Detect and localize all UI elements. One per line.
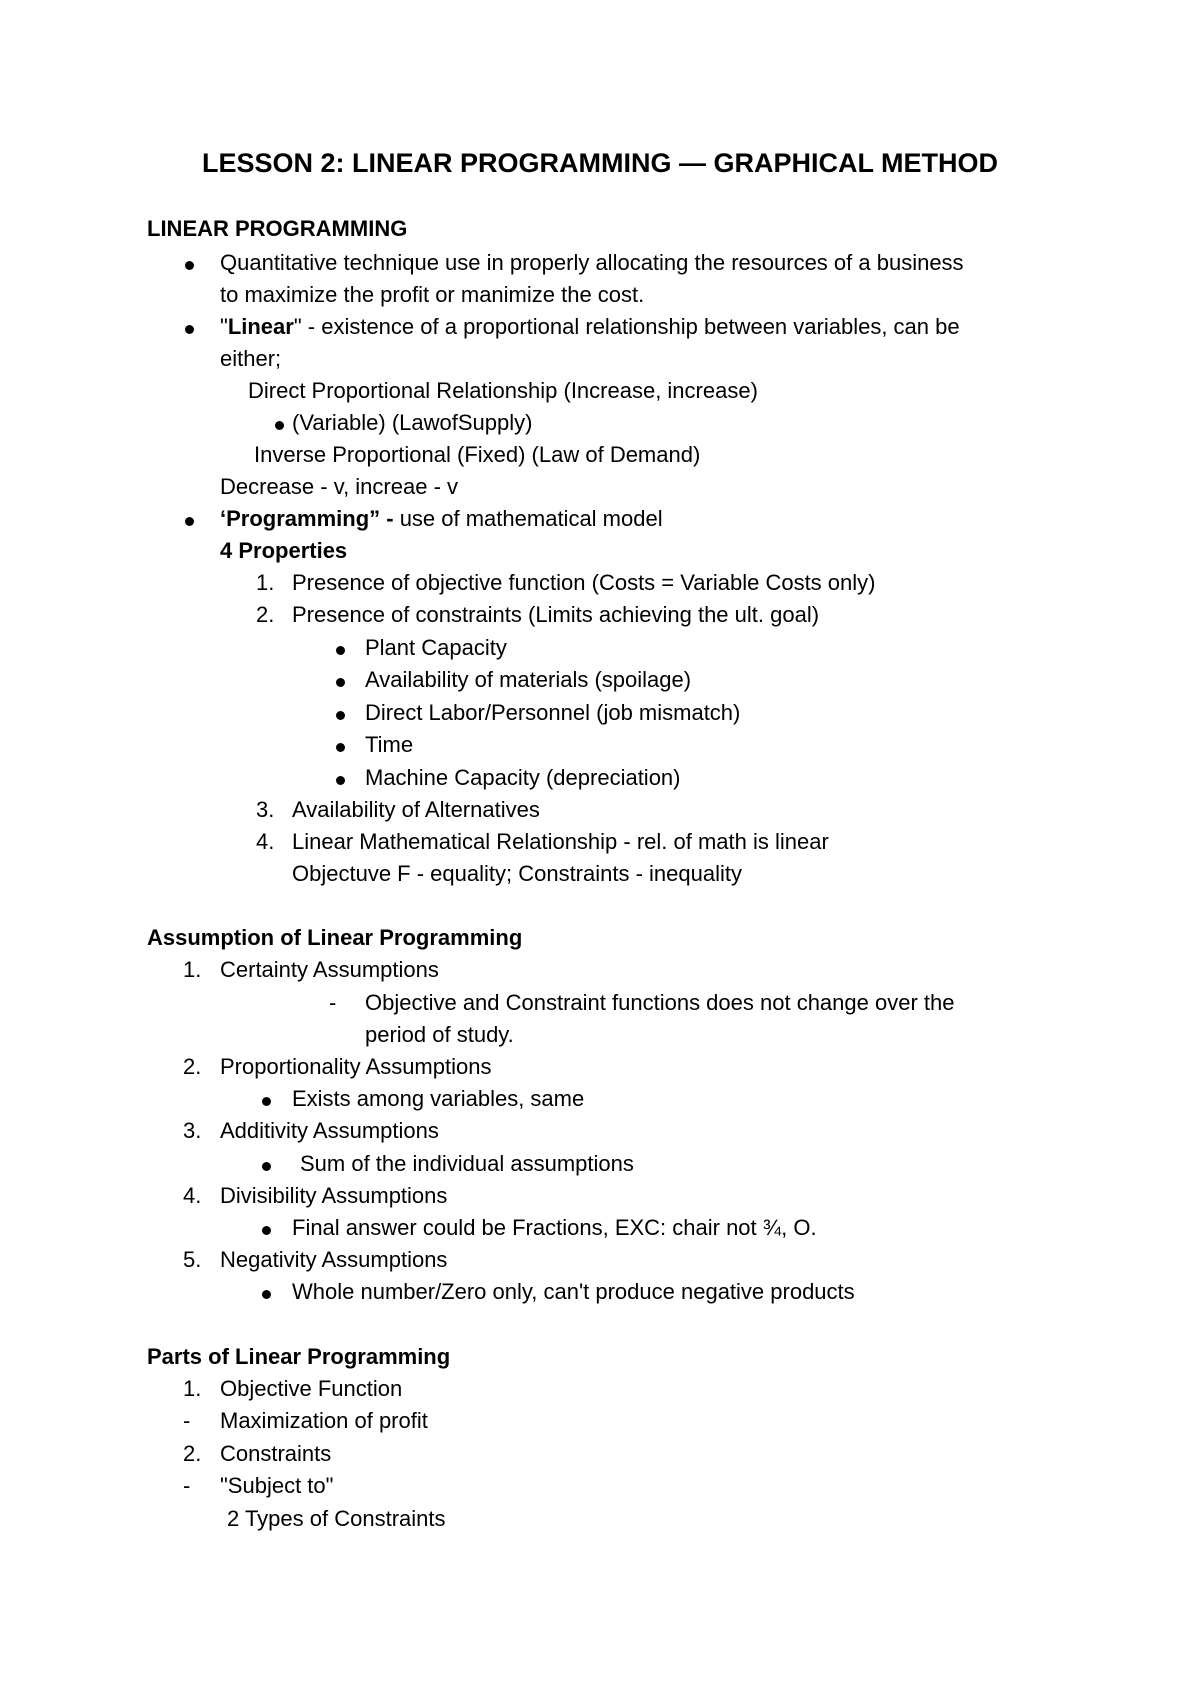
list-item-text: Availability of materials (spoilage): [365, 667, 692, 692]
list-item-text: Certainty Assumptions: [220, 957, 439, 982]
decrease-note: Decrease - v, increae - v: [220, 474, 459, 499]
inverse-relationship: Inverse Proportional (Fixed) (Law of Demand): [254, 442, 701, 467]
list-item-text: period of study.: [365, 1022, 514, 1047]
bullet-icon: [336, 776, 345, 785]
list-number: 2.: [256, 602, 275, 627]
list-item-text: Objective and Constraint functions does not change over the: [365, 990, 955, 1015]
list-item-text: Negativity Assumptions: [220, 1247, 448, 1272]
term-programming: ‘Programming” -: [220, 506, 394, 531]
list-item-text: Additivity Assumptions: [220, 1118, 439, 1143]
list-item-text: Availability of Alternatives: [292, 797, 540, 822]
term-definition: " - existence of a proportional relationship between variables, can be: [293, 314, 960, 339]
list-item-text: Objectuve F - equality; Constraints - inequality: [292, 861, 742, 886]
list-number: 1.: [183, 1376, 202, 1401]
list-number: 2.: [183, 1054, 202, 1079]
section-heading-assumptions: Assumption of Linear Programming: [147, 925, 523, 950]
list-item-text: Quantitative technique use in properly allocating the resources of a business: [220, 250, 964, 275]
list-number: 3.: [183, 1118, 202, 1143]
bullet-icon: [262, 1162, 271, 1171]
list-item-text: Whole number/Zero only, can't produce negative products: [292, 1279, 855, 1304]
bullet-icon: [185, 325, 194, 334]
quote-mark: ": [220, 314, 228, 339]
bullet-icon: [262, 1290, 271, 1299]
dash-marker: -: [183, 1408, 191, 1433]
list-item-text: to maximize the profit or manimize the cost.: [220, 282, 645, 307]
list-item-text: Objective Function: [220, 1376, 403, 1401]
bullet-icon: [336, 711, 345, 720]
list-item-text: Direct Labor/Personnel (job mismatch): [365, 700, 741, 725]
list-item-text: Plant Capacity: [365, 635, 507, 660]
list-item-text: either;: [220, 346, 282, 371]
bullet-icon: [336, 646, 345, 655]
page-title: LESSON 2: LINEAR PROGRAMMING — GRAPHICAL METHOD: [201, 148, 999, 178]
properties-heading: 4 Properties: [220, 538, 348, 563]
list-item-text: Time: [365, 732, 414, 757]
list-number: 4.: [256, 829, 275, 854]
term-definition: use of mathematical model: [393, 506, 663, 531]
list-item-text: Divisibility Assumptions: [220, 1183, 448, 1208]
list-item-programming: [220, 503, 663, 535]
direct-relationship: Direct Proportional Relationship (Increase, increase): [248, 378, 758, 403]
section-heading-linear-programming: LINEAR PROGRAMMING: [147, 216, 408, 241]
list-item-text: Machine Capacity (depreciation): [365, 765, 681, 790]
list-item-text: "Subject to": [220, 1473, 334, 1498]
list-item-text: Maximization of profit: [220, 1408, 428, 1433]
list-number: 1.: [183, 957, 202, 982]
dash-marker: -: [329, 990, 337, 1015]
bullet-icon: [275, 421, 284, 430]
list-number: 1.: [256, 570, 275, 595]
dash-marker: -: [183, 1473, 191, 1498]
bullet-icon: [262, 1097, 271, 1106]
list-item-text: Final answer could be Fractions, EXC: chair not ¾, O.: [292, 1215, 817, 1240]
bullet-icon: [185, 517, 194, 526]
section-heading-parts: Parts of Linear Programming: [147, 1344, 451, 1369]
constraint-types: 2 Types of Constraints: [227, 1506, 446, 1531]
list-item-text: Constraints: [220, 1441, 332, 1466]
list-number: 2.: [183, 1441, 202, 1466]
list-item-text: Exists among variables, same: [292, 1086, 585, 1111]
term-linear: Linear: [227, 314, 294, 339]
list-number: 5.: [183, 1247, 202, 1272]
list-item-text: Proportionality Assumptions: [220, 1054, 492, 1079]
bullet-icon: [336, 743, 345, 752]
bullet-icon: [262, 1226, 271, 1235]
list-item-text: Linear Mathematical Relationship - rel. of math is linear: [292, 829, 829, 854]
list-item-linear: [220, 311, 960, 343]
list-item-text: Presence of objective function (Costs = Variable Costs only): [292, 570, 876, 595]
list-number: 4.: [183, 1183, 202, 1208]
bullet-icon: [336, 678, 345, 687]
list-item-text: Sum of the individual assumptions: [300, 1151, 634, 1176]
list-number: 3.: [256, 797, 275, 822]
list-item-text: Presence of constraints (Limits achieving the ult. goal): [292, 602, 820, 627]
bullet-icon: [185, 261, 194, 270]
list-item-text: (Variable) (LawofSupply): [292, 410, 533, 435]
